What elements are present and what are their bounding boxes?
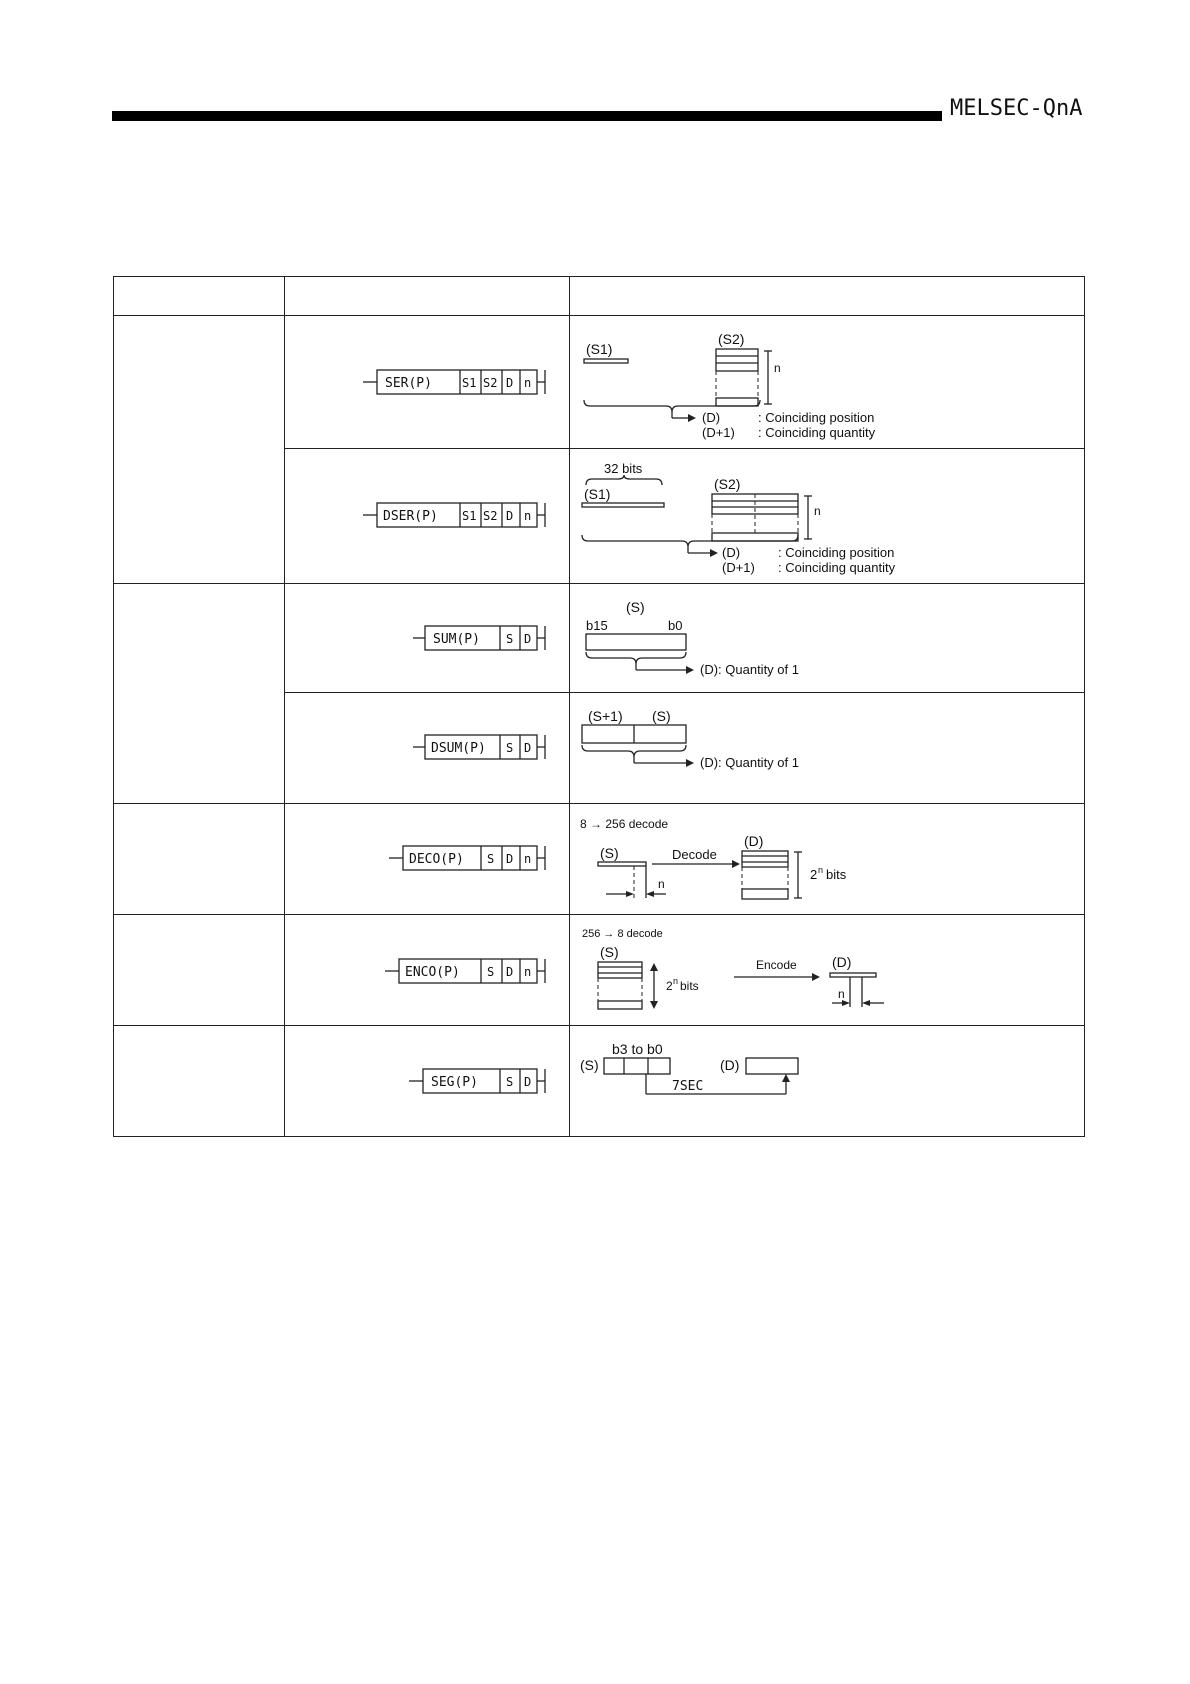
ladder-deco-op2: D (506, 852, 514, 866)
table-row-enco (114, 915, 1085, 1026)
ser-n-label: n (774, 361, 782, 375)
deco-label: Decode (672, 847, 718, 862)
ladder-enco-op3: n (524, 965, 532, 979)
header-cell-2 (285, 277, 570, 316)
sum-result-label: (D): Quantity of 1 (700, 662, 800, 677)
deco-n-label: n (658, 877, 666, 891)
ladder-seg (285, 1026, 570, 1136)
diagram-cell-deco (570, 804, 1085, 915)
diagram-seg (570, 1026, 1084, 1136)
category-cell-encode (114, 915, 285, 1026)
diagram-deco (570, 804, 1084, 914)
ladder-cell-dsum (285, 693, 570, 804)
ladder-dsum-name: DSUM(P) (431, 741, 486, 756)
ladder-dser (285, 449, 570, 583)
ser-s1-label: (S1) (586, 341, 613, 357)
ladder-enco-op2: D (506, 965, 514, 979)
category-cell-bit-count (114, 584, 285, 804)
ladder-dsum (285, 693, 570, 803)
header-rule (112, 111, 942, 121)
ladder-cell-ser (285, 316, 570, 449)
ladder-deco (285, 804, 570, 914)
seg-label: 7SEC (672, 1079, 704, 1094)
diagram-dsum (570, 693, 1084, 803)
dsum-result-label: (D): Quantity of 1 (700, 755, 800, 770)
sum-s-label: (S) (626, 599, 646, 615)
ladder-seg-op2: D (524, 1075, 532, 1089)
ladder-cell-dser (285, 449, 570, 584)
table-row-ser (114, 316, 1085, 449)
ladder-deco-name: DECO(P) (409, 852, 464, 867)
ladder-ser-op2: S2 (483, 376, 498, 390)
enco-title-label: 256 → 8 decode (582, 928, 664, 940)
enco-s-label: (S) (600, 944, 620, 960)
deco-bits-label: bits (826, 867, 847, 882)
ser-qty-label: : Coinciding quantity (758, 425, 876, 440)
ladder-enco-op1: S (487, 965, 495, 979)
ladder-dsum-op1: S (506, 741, 514, 755)
ladder-cell-seg (285, 1026, 570, 1137)
table-row-seg (114, 1026, 1085, 1137)
deco-two-label: 2 (810, 867, 818, 882)
enco-bits-label: bits (680, 979, 700, 993)
table-row-sum (114, 584, 1085, 693)
header-brand: MELSEC-QnA (950, 96, 1083, 121)
dser-s2-label: (S2) (714, 476, 741, 492)
diagram-dser (570, 449, 1084, 583)
deco-title-label: 8 → 256 decode (580, 817, 669, 831)
ladder-dser-op4: n (524, 509, 532, 523)
dser-d1-label: (D+1) (722, 560, 756, 575)
dser-qty-label: : Coinciding quantity (778, 560, 896, 575)
ladder-dsum-op2: D (524, 741, 532, 755)
category-cell-search (114, 316, 285, 584)
dser-bits-label: 32 bits (604, 461, 643, 476)
diagram-ser (570, 316, 1084, 448)
ladder-dser-op2: S2 (483, 509, 498, 523)
ladder-ser-name: SER(P) (385, 376, 433, 391)
deco-sup-label: n (818, 865, 824, 875)
enco-d-label: (D) (832, 954, 852, 970)
diagram-cell-sum (570, 584, 1085, 693)
diagram-cell-dsum (570, 693, 1085, 804)
ladder-cell-deco (285, 804, 570, 915)
header-cell-3 (570, 277, 1085, 316)
ladder-deco-op1: S (487, 852, 495, 866)
seg-s-label: (S) (580, 1057, 600, 1073)
ladder-deco-op3: n (524, 852, 532, 866)
ladder-cell-enco (285, 915, 570, 1026)
ladder-dser-op3: D (506, 509, 514, 523)
deco-s-label: (S) (600, 845, 620, 861)
ladder-seg-name: SEG(P) (431, 1075, 479, 1090)
ladder-sum (285, 584, 570, 692)
dser-n-label: n (814, 504, 822, 518)
category-cell-7seg (114, 1026, 285, 1137)
ladder-sum-op2: D (524, 632, 532, 646)
ladder-dser-op1: S1 (462, 509, 477, 523)
dsum-s-label: (S) (652, 708, 672, 724)
diagram-sum (570, 584, 1084, 692)
dser-s1-label: (S1) (584, 486, 611, 502)
sum-b0-label: b0 (668, 618, 683, 633)
enco-sup-label: n (673, 976, 679, 986)
table-header-row (114, 277, 1085, 316)
category-cell-decode (114, 804, 285, 915)
diagram-enco (570, 915, 1084, 1025)
diagram-cell-ser (570, 316, 1085, 449)
ladder-enco-name: ENCO(P) (405, 965, 460, 980)
ser-d-label: (D) (702, 410, 721, 425)
ladder-sum-op1: S (506, 632, 514, 646)
ser-s2-label: (S2) (718, 331, 745, 347)
dser-pos-label: : Coinciding position (778, 545, 895, 560)
ladder-sum-name: SUM(P) (433, 632, 481, 647)
enco-n-label: n (838, 987, 846, 1001)
seg-d-label: (D) (720, 1057, 740, 1073)
instruction-table (113, 276, 1085, 1137)
ladder-ser (285, 316, 570, 448)
sum-b15-label: b15 (586, 618, 609, 633)
diagram-cell-enco (570, 915, 1085, 1026)
ladder-seg-op1: S (506, 1075, 514, 1089)
dser-d-label: (D) (722, 545, 741, 560)
diagram-cell-seg (570, 1026, 1085, 1137)
ser-d1-label: (D+1) (702, 425, 736, 440)
enco-label: Encode (756, 958, 798, 972)
ladder-ser-op1: S1 (462, 376, 477, 390)
deco-d-label: (D) (744, 833, 764, 849)
ser-pos-label: : Coinciding position (758, 410, 875, 425)
enco-two-label: 2 (666, 979, 674, 993)
ladder-ser-op4: n (524, 376, 532, 390)
dsum-s1-label: (S+1) (588, 708, 624, 724)
diagram-cell-dser (570, 449, 1085, 584)
ladder-enco (285, 915, 570, 1025)
ladder-ser-op3: D (506, 376, 514, 390)
ladder-cell-sum (285, 584, 570, 693)
table-row-deco (114, 804, 1085, 915)
header-cell-1 (114, 277, 285, 316)
ladder-dser-name: DSER(P) (383, 509, 438, 524)
seg-bits-label: b3 to b0 (612, 1041, 664, 1057)
